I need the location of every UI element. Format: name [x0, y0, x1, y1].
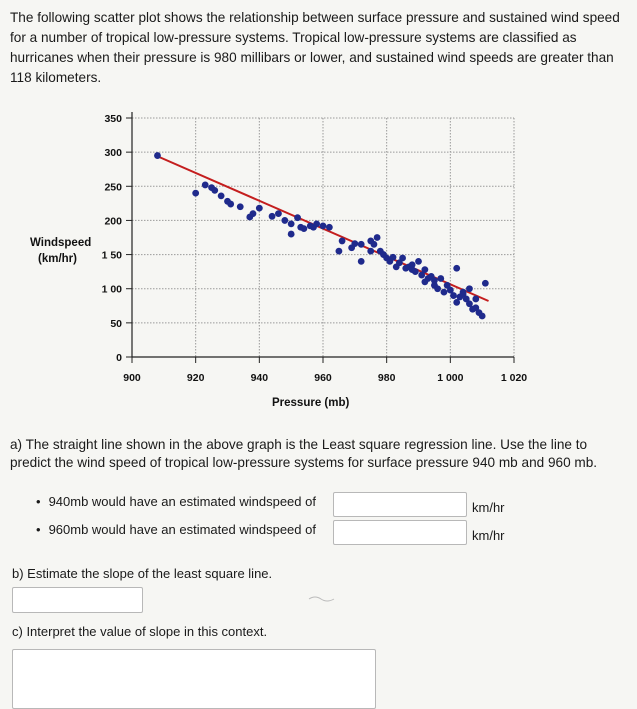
data-point [275, 210, 282, 217]
data-point [154, 152, 161, 159]
data-point [281, 217, 288, 224]
x-tick-label: 1 020 [500, 372, 528, 384]
data-point [415, 258, 422, 265]
data-point [421, 266, 428, 273]
windspeed-960-input[interactable] [333, 520, 467, 545]
data-point [479, 313, 486, 320]
bullet-940-text: 940mb would have an estimated windspeed of [48, 494, 316, 509]
data-point [466, 285, 473, 292]
data-point [192, 190, 199, 197]
data-point [472, 296, 479, 303]
chart-axes [126, 112, 514, 363]
windspeed-940-input[interactable] [333, 492, 467, 517]
data-point [441, 289, 448, 296]
data-point [326, 224, 333, 231]
question-a-text: a) The straight line shown in the above graph is the Least square regression line. Use the line to predict the wind speed of tropical low-pressure systems for surface pressure 940 mb and 960 mb. [10, 437, 598, 470]
y-tick-label: 350 [104, 113, 122, 125]
data-point [412, 268, 419, 275]
data-point [256, 205, 263, 212]
intro-paragraph: The following scatter plot shows the relationship between surface pressure and sustained wind speed for a number of tropical low-pressure systems. Tropical low-pressure systems are classified as hurricanes when their pressure is 980 millibars or lower, and sustained wind speeds are greater than 118 kilometers. [10, 10, 620, 85]
data-point [358, 241, 365, 248]
bullet-960-text: 960mb would have an estimated windspeed of [48, 522, 316, 537]
slope-input[interactable] [12, 587, 143, 613]
data-point [351, 240, 358, 247]
data-point [358, 258, 365, 265]
data-point [434, 285, 441, 292]
x-tick-label: 940 [250, 372, 269, 384]
unit-940: km/hr [472, 500, 505, 515]
data-point [367, 248, 374, 255]
x-tick-label: 980 [377, 372, 396, 384]
unit-960: km/hr [472, 528, 505, 543]
data-point [374, 234, 381, 241]
x-axis-title: Pressure (mb) [272, 397, 350, 409]
pen-mark-decoration [308, 594, 336, 604]
data-point [339, 238, 346, 245]
y-tick-label: 250 [104, 181, 122, 194]
data-point [250, 210, 257, 217]
data-point [460, 289, 467, 296]
data-point [237, 203, 244, 210]
y-tick-label: 1 50 [101, 249, 122, 262]
question-c-text: c) Interpret the value of slope in this context. [12, 624, 268, 639]
y-tick-label: 1 00 [101, 283, 122, 296]
data-point [313, 220, 320, 227]
data-point [288, 220, 295, 227]
data-point [409, 261, 416, 268]
y-axis-title-line2: (km/hr) [38, 253, 77, 265]
bullet-940 [36, 494, 316, 509]
y-tick-labels [102, 113, 123, 364]
y-tick-label: 200 [104, 215, 122, 228]
y-tick-label: 300 [104, 147, 122, 160]
scatter-chart [0, 100, 637, 420]
data-point [320, 222, 327, 229]
x-tick-label: 920 [186, 372, 205, 384]
x-tick-label: 960 [314, 372, 332, 384]
x-tick-labels [123, 372, 527, 384]
data-point [301, 225, 308, 232]
bullet-dot: • [36, 522, 41, 537]
data-point [218, 192, 225, 199]
data-point [482, 280, 489, 287]
y-tick-label: 0 [116, 352, 122, 364]
y-tick-label: 50 [110, 317, 122, 330]
data-point [288, 231, 295, 238]
data-point [371, 241, 378, 248]
data-point [336, 248, 343, 255]
data-point [450, 292, 457, 299]
x-tick-label: 1 000 [437, 372, 464, 384]
data-point [399, 255, 406, 262]
y-axis-title-line1: Windspeed [30, 237, 92, 249]
chart-grid [132, 118, 514, 357]
data-point [453, 265, 460, 272]
data-point [269, 213, 276, 220]
bullet-960 [36, 522, 316, 537]
data-point [437, 275, 444, 282]
x-tick-label: 900 [123, 372, 141, 384]
data-point [227, 201, 234, 208]
data-point [294, 214, 301, 221]
data-point [211, 187, 218, 194]
bullet-dot: • [36, 494, 41, 509]
data-point [390, 254, 397, 261]
slope-interpretation-input[interactable] [12, 649, 376, 709]
data-point [202, 182, 209, 189]
question-b-text: b) Estimate the slope of the least square line. [12, 566, 273, 581]
